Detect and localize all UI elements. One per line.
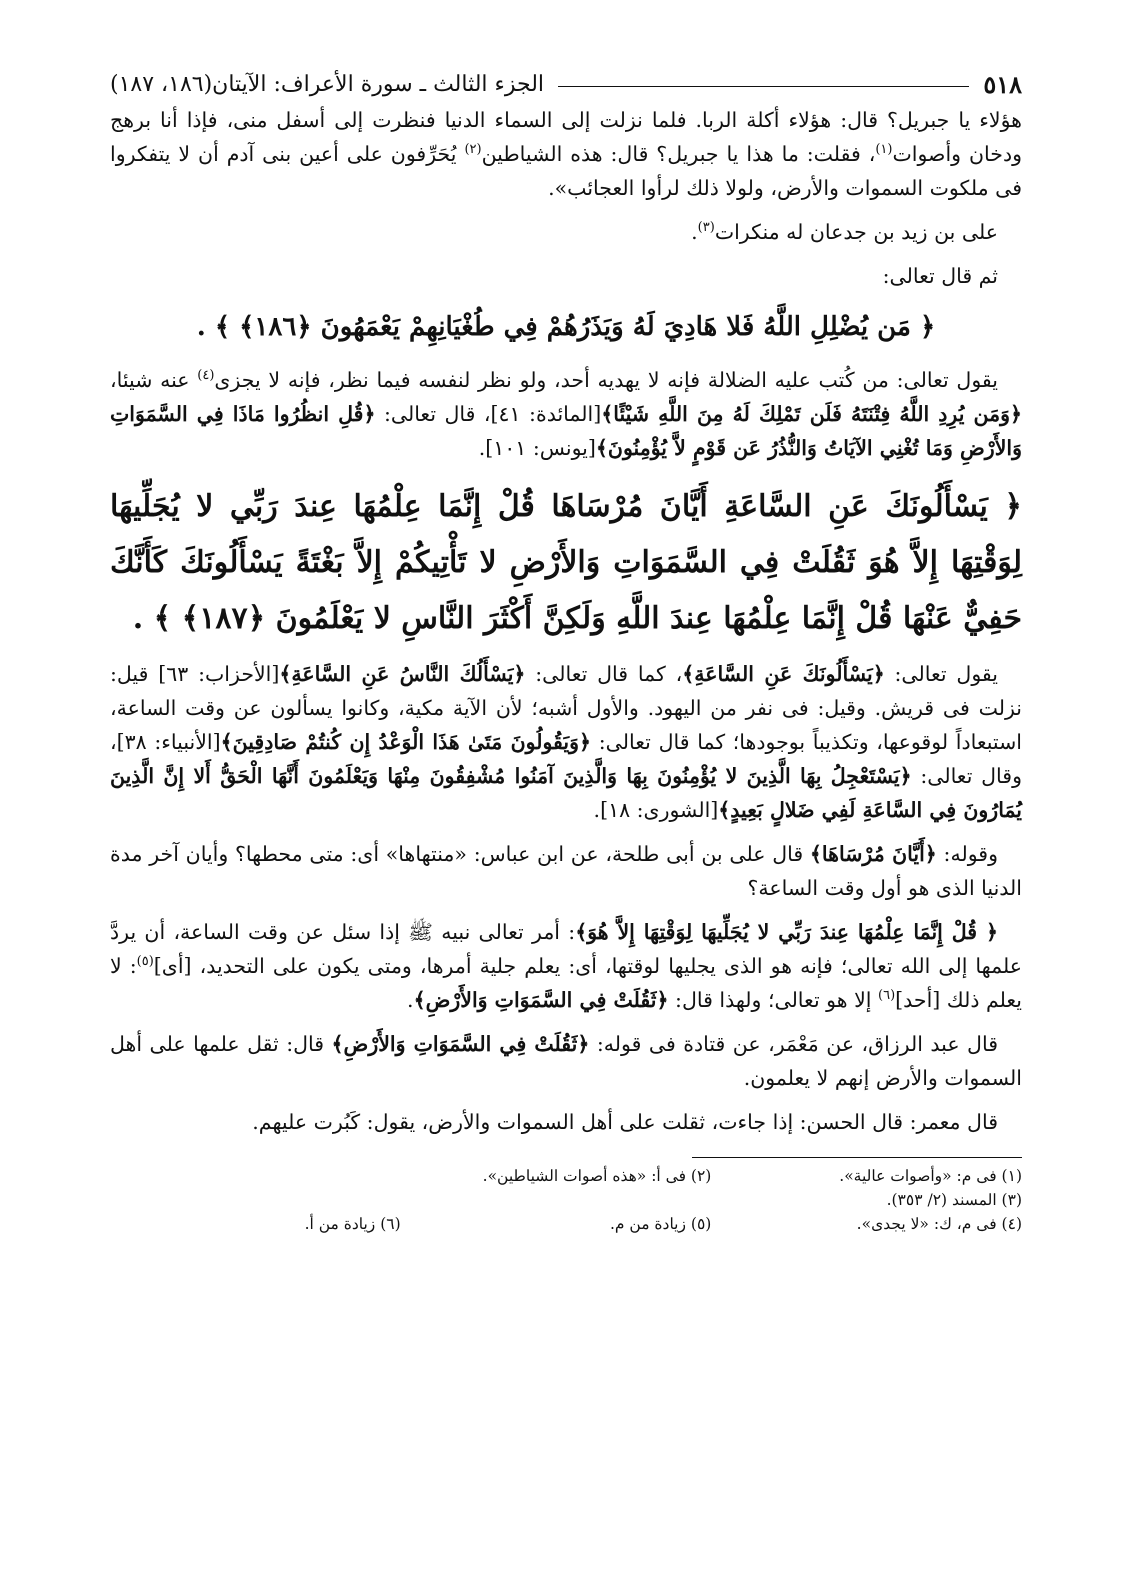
- paragraph-intro: ثم قال تعالى:: [882, 264, 998, 288]
- footnote-ref-2: (٢): [464, 142, 482, 158]
- footnotes: [110, 1164, 1022, 1236]
- footnote: (٦) زيادة من أ.: [304, 1215, 401, 1233]
- quran-quote: ﴿وَيَقُولُونَ مَتَىٰ هَذَا الْوَعْدُ إِن كُنتُمْ صَادِقِينَ﴾: [220, 730, 592, 754]
- quran-quote: ﴿يَسْأَلُكَ النَّاسُ عَنِ السَّاعَةِ﴾: [279, 662, 526, 686]
- footnote: (٤) فى م، ك: «لا يجدى».: [856, 1215, 1022, 1233]
- page-header: [110, 70, 1022, 99]
- footnote: [110, 1164, 401, 1188]
- paragraph-tafsir-187: يقول تعالى: ﴿يَسْأَلُونَكَ عَنِ السَّاعَةِ﴾، كما قال تعالى: ﴿يَسْأَلُكَ النَّاسُ عَنِ السَّاعَةِ﴾[الأحزاب: ٦٣] قيل: نزلت فى قريش. وقيل: فى نفر من اليهود. والأول أشبه؛ لأن الآية مكية، وكانوا يسألون عن وقت الساعة، استبعاداً لوقوعها، وتكذيباً بوجودها؛ كما قال تعالى: ﴿وَيَقُولُونَ مَتَىٰ هَذَا الْوَعْدُ إِن كُنتُمْ صَادِقِينَ﴾[الأنبياء: ٣٨]، وقال تعالى: ﴿يَسْتَعْجِلُ بِهَا الَّذِينَ لا يُؤْمِنُونَ بِهَا وَالَّذِينَ آمَنُوا مُشْفِقُونَ مِنْهَا وَيَعْلَمُونَ أَنَّهَا الْحَقُّ أَلا إِنَّ الَّذِينَ يُمَارُونَ فِي السَّاعَةِ لَفِي ضَلالٍ بَعِيدٍ﴾[الشورى: ١٨].: [110, 662, 1022, 822]
- footnote-ref-4: (٤): [197, 368, 215, 384]
- quran-quote: ﴿ثَقُلَتْ فِي السَّمَوَاتِ وَالأَرْضِ﴾: [413, 988, 669, 1012]
- header-rule: [558, 86, 969, 87]
- quran-quote: ﴿قُلِ انظُرُوا مَاذَا فِي السَّمَوَاتِ وَالأَرْضِ وَمَا تُغْنِي الآيَاتُ وَالنُّذُرُ عَن قَوْمٍ لاَّ يُؤْمِنُونَ﴾: [110, 402, 1022, 460]
- quran-quote: ﴿ثَقُلَتْ فِي السَّمَوَاتِ وَالأَرْضِ﴾: [331, 1032, 590, 1056]
- paragraph-hadith-continuation: هؤلاء يا جبريل؟ قال: هؤلاء أكلة الربا. فلما نزلت إلى السماء الدنيا فنظرت إلى أسفل منى، فإذا أنا برهج ودخان وأصوات$^{(١)}$، فقلت: ما هذا يا جبريل؟ قال: هذه الشياطين$^{(٢)}$ يُحَرِّفون على أعين بنى آدم أن لا يتفكروا فى ملكوت السموات والأرض، ولولا ذلك لرأوا العجائب».: [110, 108, 1022, 200]
- quran-quote: ﴿وَمَن يُرِدِ اللَّهُ فِتْنَتَهُ فَلَن تَمْلِكَ لَهُ مِنَ اللَّهِ شَيْئًا﴾: [601, 402, 1022, 426]
- paragraph-narrator-note: على بن زيد بن جدعان له منكرات$^{(٣)}$.: [691, 220, 998, 244]
- footnote-ref-3: (٣): [697, 220, 715, 236]
- ayah-186: ﴿ مَن يُضْلِلِ اللَّهُ فَلا هَادِيَ لَهُ وَيَذَرُهُمْ فِي طُغْيَانِهِمْ يَعْمَهُونَ ﴿١٨٦﴾ ﴾ .: [196, 312, 936, 342]
- quran-quote: ﴿يَسْتَعْجِلُ بِهَا الَّذِينَ لا يُؤْمِنُونَ بِهَا وَالَّذِينَ آمَنُوا مُشْفِقُونَ مِنْهَا وَيَعْلَمُونَ أَنَّهَا الْحَقُّ أَلا إِنَّ الَّذِينَ يُمَارُونَ فِي السَّاعَةِ لَفِي ضَلالٍ بَعِيدٍ﴾: [110, 764, 1022, 822]
- paragraph-abdulrazzaq: قال عبد الرزاق، عن مَعْمَر، عن قتادة فى قوله: ﴿ثَقُلَتْ فِي السَّمَوَاتِ وَالأَرْضِ﴾ قال: ثقل علمها على أهل السموات والأرض إنهم لا يعلمون.: [110, 1032, 1022, 1090]
- footnote: [110, 1188, 401, 1212]
- footnote-ref-6: (٦): [878, 988, 896, 1004]
- quran-quote: ﴿أَيَّانَ مُرْسَاهَا﴾: [809, 842, 937, 866]
- running-title: الجزء الثالث ـ سورة الأعراف: الآيتان(١٨٦، ١٨٧): [110, 72, 545, 97]
- footnote-rule: [692, 1157, 1022, 1158]
- footnote-ref-5: (٥): [136, 954, 154, 970]
- paragraph-mamar: قال معمر: قال الحسن: إذا جاءت، ثقلت على أهل السموات والأرض، يقول: كَبُرت عليهم.: [252, 1110, 998, 1134]
- footnote: (٣) المسند (٢/ ٣٥٣).: [886, 1191, 1022, 1209]
- footnote: (٢) فى أ: «هذه أصوات الشياطين».: [482, 1167, 712, 1185]
- footnote: [421, 1188, 712, 1212]
- quran-quote: ﴿يَسْأَلُونَكَ عَنِ السَّاعَةِ﴾: [682, 662, 885, 686]
- page-number: ٥١٨: [983, 70, 1022, 99]
- footnote-ref-1: (١): [875, 142, 893, 158]
- quran-quote: ﴿ قُلْ إِنَّمَا عِلْمُهَا عِندَ رَبِّي لا يُجَلِّيهَا لِوَقْتِهَا إِلاَّ هُوَ﴾: [575, 920, 998, 944]
- paragraph-tafsir-186: يقول تعالى: من كُتب عليه الضلالة فإنه لا يهديه أحد، ولو نظر لنفسه فيما نظر، فإنه لا يجزى$^{(٤)}$ عنه شيئا، ﴿وَمَن يُرِدِ اللَّهُ فِتْنَتَهُ فَلَن تَمْلِكَ لَهُ مِنَ اللَّهِ شَيْئًا﴾[المائدة: ٤١]، قال تعالى: ﴿قُلِ انظُرُوا مَاذَا فِي السَّمَوَاتِ وَالأَرْضِ وَمَا تُغْنِي الآيَاتُ وَالنُّذُرُ عَن قَوْمٍ لاَّ يُؤْمِنُونَ﴾[يونس: ١٠١].: [110, 368, 1022, 460]
- ayah-187: ﴿ يَسْأَلُونَكَ عَنِ السَّاعَةِ أَيَّانَ مُرْسَاهَا قُلْ إِنَّمَا عِلْمُهَا عِندَ رَبِّي لا يُجَلِّيهَا لِوَقْتِهَا إِلاَّ هُوَ ثَقُلَتْ فِي السَّمَوَاتِ وَالأَرْضِ لا تَأْتِيكُمْ إِلاَّ بَغْتَةً يَسْأَلُونَكَ كَأَنَّكَ حَفِيٌّ عَنْهَا قُلْ إِنَّمَا عِلْمُهَا عِندَ اللَّهِ وَلَكِنَّ أَكْثَرَ النَّاسِ لا يَعْلَمُونَ ﴿١٨٧﴾ ﴾ .: [110, 489, 1022, 636]
- paragraph-ilmuha-inda-rabbi: ﴿ قُلْ إِنَّمَا عِلْمُهَا عِندَ رَبِّي لا يُجَلِّيهَا لِوَقْتِهَا إِلاَّ هُوَ﴾: أمر تعالى نبيه ﷺ إذا سئل عن وقت الساعة، أن يردَّ علمها إلى الله تعالى؛ فإنه هو الذى يجليها لوقتها، أى: يعلم جلية أمرها، ومتى يكون على التحديد، [أى]$^{(٥)}$: لا يعلم ذلك [أحد]$^{(٦)}$ إلا هو تعالى؛ ولهذا قال: ﴿ثَقُلَتْ فِي السَّمَوَاتِ وَالأَرْضِ﴾.: [110, 920, 1022, 1012]
- paragraph-ayyana-mursaha: وقوله: ﴿أَيَّانَ مُرْسَاهَا﴾ قال على بن أبى طلحة، عن ابن عباس: «منتهاها» أى: متى محطها؟ وأيان آخر مدة الدنيا الذى هو أول وقت الساعة؟: [110, 842, 1022, 900]
- footnote: (١) فى م: «وأصوات عالية».: [839, 1167, 1022, 1185]
- footnote: (٥) زيادة من م.: [609, 1215, 712, 1233]
